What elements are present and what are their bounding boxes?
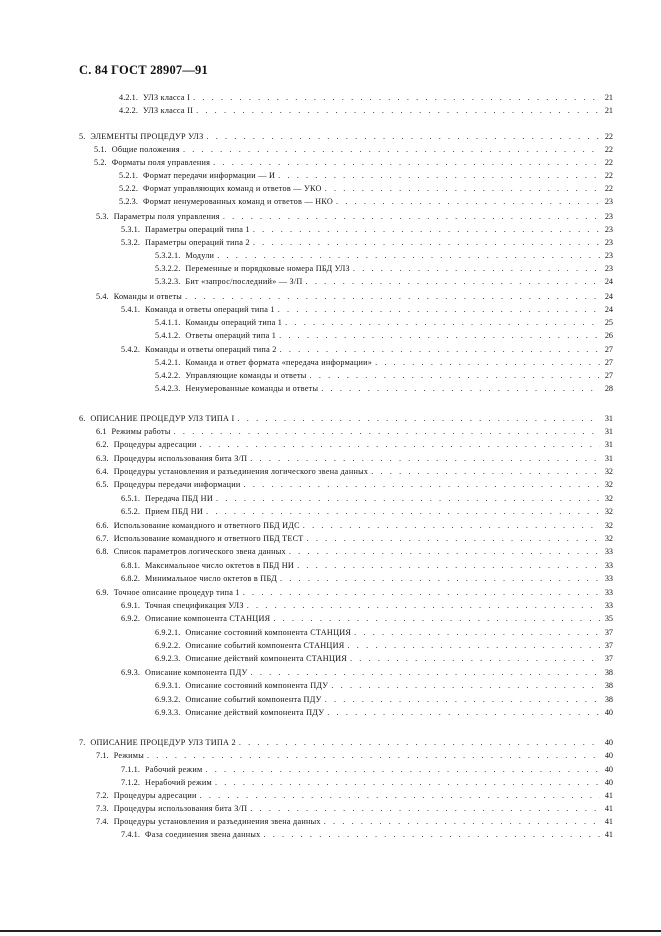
toc-entry xyxy=(155,329,613,341)
toc-entry-title: Нерабочий режим xyxy=(145,778,212,787)
toc-entry-number: 7.2. xyxy=(96,791,109,800)
toc-entry-number: 7.1. xyxy=(96,751,109,760)
toc-leader-dots xyxy=(279,331,600,341)
toc-entry-number: 5.3. xyxy=(96,212,109,221)
toc-entry-number: 6.6. xyxy=(96,521,109,530)
toc-leader-dots xyxy=(354,628,600,638)
toc-entry-page: 27 xyxy=(604,345,613,354)
toc-entry-page: 31 xyxy=(604,454,613,463)
toc-entry-number: 5.3.2.3. xyxy=(155,277,181,286)
toc-entry-page: 41 xyxy=(604,817,613,826)
toc-entry-page: 23 xyxy=(604,238,613,247)
toc-entry-page: 32 xyxy=(604,521,613,530)
toc-leader-dots xyxy=(239,738,600,748)
toc-entry xyxy=(121,776,613,788)
toc-entry-title: Управляющие команды и ответы xyxy=(185,371,307,380)
toc-entry-number: 5.4.2.1. xyxy=(155,358,181,367)
toc-entry xyxy=(121,666,613,678)
toc-entry-number: 5. xyxy=(79,132,86,141)
toc-leader-dots xyxy=(350,654,600,664)
toc-entry-title: Процедуры установления и разъединения логического звена данных xyxy=(113,467,369,476)
toc-entry-page: 21 xyxy=(604,93,613,102)
toc-entry-page: 28 xyxy=(604,384,613,393)
toc-entry-title: Бит «запрос/последний» — З/П xyxy=(185,277,303,286)
toc-entry-page: 23 xyxy=(604,251,613,260)
toc-entry xyxy=(121,828,613,840)
toc-entry-title: Команда и ответы операций типа 1 xyxy=(145,305,275,314)
toc-entry-number: 5.4.1. xyxy=(121,305,141,314)
toc-leader-dots xyxy=(285,318,600,328)
toc-entry-title: Описание событий компонента СТАНЦИЯ xyxy=(185,641,345,650)
toc-entry xyxy=(79,736,613,748)
toc-entry-number: 7.1.2. xyxy=(121,778,141,787)
toc-entry-title: Формат ненумерованных команд и ответов — НКО xyxy=(143,197,334,206)
toc-entry-number: 5.1. xyxy=(94,145,107,154)
toc-entry-page: 41 xyxy=(604,830,613,839)
toc-entry xyxy=(155,652,613,664)
toc-entry-title: Процедуры установления и разъединения звена данных xyxy=(113,817,321,826)
toc-entry-title: УЛЗ класса I xyxy=(143,93,191,102)
toc-entry-title: УЛЗ класса II xyxy=(143,106,194,115)
toc-entry-number: 5.4.1.2. xyxy=(155,331,181,340)
toc-entry-title: Прием ПБД НИ xyxy=(145,507,204,516)
toc-entry-number: 5.2. xyxy=(94,158,107,167)
toc-entry-number: 5.3.1. xyxy=(121,225,141,234)
toc-entry-page: 32 xyxy=(604,507,613,516)
toc-entry-title: Точное описание процедур типа 1 xyxy=(113,588,240,597)
toc-entry xyxy=(155,706,613,718)
toc-entry-title: Команды операций типа 1 xyxy=(185,318,283,327)
toc-leader-dots xyxy=(205,765,600,775)
toc-entry-number: 6.9. xyxy=(96,588,109,597)
toc-entry-page: 24 xyxy=(604,277,613,286)
toc-entry-page: 32 xyxy=(604,467,613,476)
toc-entry-number: 5.3.2. xyxy=(121,238,141,247)
toc-entry-title: Описание компонента ПДУ xyxy=(145,668,248,677)
toc-entry-title: Процедуры адресации xyxy=(113,440,197,449)
toc-leader-dots xyxy=(247,601,600,611)
toc-entry-number: 6.3. xyxy=(96,454,109,463)
toc-entry-title: Режимы работы xyxy=(111,427,171,436)
toc-entry-page: 31 xyxy=(604,427,613,436)
toc-leader-dots xyxy=(147,751,600,761)
toc-entry-page: 33 xyxy=(604,574,613,583)
toc-entry xyxy=(79,130,613,142)
toc-entry-page: 40 xyxy=(604,751,613,760)
toc-entry-number: 7. xyxy=(79,738,86,747)
toc-leader-dots xyxy=(244,480,600,490)
toc-leader-dots xyxy=(263,830,600,840)
toc-leader-dots xyxy=(280,574,600,584)
toc-leader-dots xyxy=(215,778,600,788)
toc-entry-title: Параметры поля управления xyxy=(113,212,220,221)
toc-entry xyxy=(121,505,613,517)
toc-entry-number: 6.9.2. xyxy=(121,614,141,623)
toc-entry xyxy=(94,156,613,168)
toc-entry xyxy=(96,749,613,761)
toc-entry-page: 41 xyxy=(604,804,613,813)
toc-entry xyxy=(155,639,613,651)
toc-entry-title: Ненумерованные команды и ответы xyxy=(185,384,319,393)
toc-entry xyxy=(121,223,613,235)
toc-entry xyxy=(96,532,613,544)
toc-leader-dots xyxy=(289,547,600,557)
toc-entry-number: 6.8.2. xyxy=(121,574,141,583)
toc-entry xyxy=(155,369,613,381)
toc-entry-number: 6.9.3.1. xyxy=(155,681,181,690)
toc-entry-title: Команды и ответы xyxy=(113,292,183,301)
toc-entry-number: 5.4.1.1. xyxy=(155,318,181,327)
toc-leader-dots xyxy=(321,384,600,394)
toc-leader-dots xyxy=(183,145,600,155)
toc-entry-page: 40 xyxy=(604,708,613,717)
toc-entry xyxy=(119,104,613,116)
toc-entry-page: 21 xyxy=(604,106,613,115)
toc-entry-title: Режимы xyxy=(113,751,144,760)
toc-entry-title: Процедуры адресации xyxy=(113,791,197,800)
toc-entry-page: 23 xyxy=(604,225,613,234)
page-bottom-edge xyxy=(0,930,661,932)
toc-entry xyxy=(96,210,613,222)
toc-entry-page: 22 xyxy=(604,145,613,154)
toc-leader-dots xyxy=(213,158,600,168)
toc-entry-page: 41 xyxy=(604,791,613,800)
page-header: С. 84 ГОСТ 28907—91 xyxy=(79,63,208,77)
toc-leader-dots xyxy=(278,171,600,181)
toc-leader-dots xyxy=(217,251,600,261)
toc-entry-title: Параметры операций типа 1 xyxy=(145,225,250,234)
toc-entry-page: 23 xyxy=(604,212,613,221)
toc-entry xyxy=(155,382,613,394)
toc-entry xyxy=(121,559,613,571)
toc-entry-page: 37 xyxy=(604,628,613,637)
toc-entry-title: Использование командного и ответного ПБД ТЕСТ xyxy=(113,534,304,543)
toc-entry-number: 5.4.2.2. xyxy=(155,371,181,380)
toc-entry xyxy=(155,626,613,638)
toc-entry-number: 6.9.3.2. xyxy=(155,695,181,704)
toc-entry-page: 22 xyxy=(604,158,613,167)
toc-entry-page: 38 xyxy=(604,695,613,704)
toc-entry-title: Описание действий компонента СТАНЦИЯ xyxy=(185,654,348,663)
toc-leader-dots xyxy=(280,345,600,355)
toc-entry-page: 35 xyxy=(604,614,613,623)
toc-entry-number: 6.4. xyxy=(96,467,109,476)
toc-entry-number: 6.5.2. xyxy=(121,507,141,516)
toc-entry xyxy=(79,412,613,424)
toc-entry xyxy=(155,693,613,705)
toc-entry-page: 27 xyxy=(604,358,613,367)
toc-entry-number: 5.3.2.1. xyxy=(155,251,181,260)
toc-entry-number: 6.9.2.3. xyxy=(155,654,181,663)
toc-entry xyxy=(121,763,613,775)
toc-entry-title: Ответы операций типа 1 xyxy=(185,331,277,340)
toc-leader-dots xyxy=(325,695,600,705)
toc-entry-title: Использование командного и ответного ПБД ИДС xyxy=(113,521,300,530)
toc-entry-number: 6.1 xyxy=(96,427,107,436)
toc-entry-number: 6.9.2.1. xyxy=(155,628,181,637)
toc-entry xyxy=(96,815,613,827)
toc-entry xyxy=(94,143,613,155)
toc-entry-title: Описание состояний компонента ПДУ xyxy=(185,681,329,690)
toc-leader-dots xyxy=(216,494,600,504)
toc-entry-number: 5.4.2. xyxy=(121,345,141,354)
toc-entry xyxy=(121,303,613,315)
toc-entry-number: 6. xyxy=(79,414,86,423)
toc-entry xyxy=(96,789,613,801)
toc-entry xyxy=(96,478,613,490)
toc-entry-number: 5.3.2.2. xyxy=(155,264,181,273)
toc-entry-page: 37 xyxy=(604,654,613,663)
toc-entry xyxy=(119,182,613,194)
toc-entry-title: Передача ПБД НИ xyxy=(145,494,213,503)
toc-entry xyxy=(96,586,613,598)
toc-entry xyxy=(121,572,613,584)
toc-leader-dots xyxy=(336,197,600,207)
toc-leader-dots xyxy=(297,561,600,571)
toc-entry xyxy=(96,519,613,531)
toc-entry-title: Команды и ответы операций типа 2 xyxy=(145,345,277,354)
toc-leader-dots xyxy=(223,212,600,222)
toc-entry xyxy=(155,356,613,368)
toc-leader-dots xyxy=(251,668,600,678)
toc-entry xyxy=(121,236,613,248)
toc-entry-title: Описание действий компонента ПДУ xyxy=(185,708,325,717)
toc-leader-dots xyxy=(375,358,600,368)
toc-entry-number: 7.1.1. xyxy=(121,765,141,774)
toc-entry-page: 27 xyxy=(604,371,613,380)
toc-entry-number: 7.3. xyxy=(96,804,109,813)
toc-entry-title: Описание состояний компонента СТАНЦИЯ xyxy=(185,628,352,637)
toc-entry-number: 6.5.1. xyxy=(121,494,141,503)
toc-entry xyxy=(96,465,613,477)
toc-leader-dots xyxy=(303,521,600,531)
toc-entry xyxy=(96,290,613,302)
toc-leader-dots xyxy=(206,132,600,142)
toc-entry-title: Модули xyxy=(185,251,215,260)
toc-leader-dots xyxy=(250,454,600,464)
toc-entry-page: 25 xyxy=(604,318,613,327)
toc-entry-page: 22 xyxy=(604,184,613,193)
toc-entry xyxy=(155,249,613,261)
toc-entry-title: Описание событий компонента ПДУ xyxy=(185,695,322,704)
toc-entry-page: 22 xyxy=(604,171,613,180)
toc-entry-number: 5.4. xyxy=(96,292,109,301)
toc-entry-number: 6.9.3. xyxy=(121,668,141,677)
toc-leader-dots xyxy=(243,588,600,598)
toc-entry-page: 37 xyxy=(604,641,613,650)
toc-leader-dots xyxy=(253,225,600,235)
toc-leader-dots xyxy=(200,791,600,801)
toc-entry-title: Формат управляющих команд и ответов — УКО xyxy=(143,184,322,193)
toc-entry-title: Общие положения xyxy=(111,145,180,154)
toc-entry-page: 23 xyxy=(604,197,613,206)
toc-entry-page: 22 xyxy=(604,132,613,141)
toc-entry xyxy=(119,169,613,181)
toc-entry-title: Рабочий режим xyxy=(145,765,203,774)
toc-entry-title: Список параметров логического звена данных xyxy=(113,547,286,556)
toc-entry-title: Процедуры использования бита З/П xyxy=(113,454,248,463)
toc-leader-dots xyxy=(206,507,600,517)
toc-entry-page: 33 xyxy=(604,547,613,556)
toc-entry xyxy=(155,316,613,328)
toc-leader-dots xyxy=(347,641,600,651)
toc-entry-title: Процедуры передачи информации xyxy=(113,480,241,489)
toc-entry-page: 33 xyxy=(604,561,613,570)
toc-leader-dots xyxy=(196,106,600,116)
toc-leader-dots xyxy=(327,708,600,718)
toc-leader-dots xyxy=(250,804,600,814)
toc-entry-number: 7.4. xyxy=(96,817,109,826)
toc-entry-page: 24 xyxy=(604,305,613,314)
toc-entry-number: 4.2.1. xyxy=(119,93,139,102)
toc-entry-number: 6.8. xyxy=(96,547,109,556)
toc-entry-page: 40 xyxy=(604,738,613,747)
toc-entry-title: ОПИСАНИЕ ПРОЦЕДУР УЛЗ ТИПА I xyxy=(90,414,235,423)
toc-entry xyxy=(121,492,613,504)
toc-entry-page: 26 xyxy=(604,331,613,340)
toc-entry-number: 5.4.2.3. xyxy=(155,384,181,393)
toc-entry-title: ЭЛЕМЕНТЫ ПРОЦЕДУР УЛЗ xyxy=(90,132,204,141)
toc-leader-dots xyxy=(306,277,600,287)
toc-entry xyxy=(121,599,613,611)
toc-entry-number: 6.7. xyxy=(96,534,109,543)
toc-entry-page: 40 xyxy=(604,765,613,774)
toc-entry xyxy=(96,438,613,450)
toc-entry-page: 33 xyxy=(604,588,613,597)
toc-leader-dots xyxy=(278,305,600,315)
toc-leader-dots xyxy=(307,534,600,544)
toc-entry xyxy=(155,275,613,287)
toc-entry-page: 24 xyxy=(604,292,613,301)
toc-entry-number: 5.2.3. xyxy=(119,197,139,206)
toc-entry-title: Точная спецификация УЛЗ xyxy=(145,601,244,610)
toc-leader-dots xyxy=(325,184,600,194)
toc-entry-page: 33 xyxy=(604,601,613,610)
toc-entry xyxy=(119,195,613,207)
toc-entry-number: 6.9.2.2. xyxy=(155,641,181,650)
toc-entry xyxy=(96,425,613,437)
toc-entry-title: Фаза соединения звена данных xyxy=(145,830,261,839)
toc-entry-page: 38 xyxy=(604,681,613,690)
toc-entry-title: Форматы поля управления xyxy=(111,158,211,167)
toc-leader-dots xyxy=(174,427,600,437)
toc-entry-title: Параметры операций типа 2 xyxy=(145,238,250,247)
toc-entry-number: 4.2.2. xyxy=(119,106,139,115)
toc-entry-title: Процедуры использования бита З/П xyxy=(113,804,248,813)
toc-entry-title: Переменные и порядковые номера ПБД УЛЗ xyxy=(185,264,350,273)
toc-leader-dots xyxy=(371,467,600,477)
toc-entry-title: Минимальное число октетов в ПБД xyxy=(145,574,277,583)
toc-entry xyxy=(96,802,613,814)
toc-entry-number: 6.5. xyxy=(96,480,109,489)
toc-leader-dots xyxy=(273,614,600,624)
toc-entry-number: 6.2. xyxy=(96,440,109,449)
toc-entry-number: 6.8.1. xyxy=(121,561,141,570)
toc-leader-dots xyxy=(185,292,600,302)
toc-leader-dots xyxy=(324,817,600,827)
toc-entry-page: 32 xyxy=(604,534,613,543)
toc-entry-number: 5.2.1. xyxy=(119,171,139,180)
toc-entry-title: Максимальное число октетов в ПБД НИ xyxy=(145,561,295,570)
toc-entry-title: Команда и ответ формата «передача информации» xyxy=(185,358,373,367)
toc-leader-dots xyxy=(193,93,600,103)
toc-entry-page: 38 xyxy=(604,668,613,677)
toc-entry-number: 7.4.1. xyxy=(121,830,141,839)
toc-entry-number: 6.9.3.3. xyxy=(155,708,181,717)
toc-entry-page: 32 xyxy=(604,480,613,489)
toc-entry-title: Формат передачи информации — И xyxy=(143,171,276,180)
toc-entry-number: 6.9.1. xyxy=(121,601,141,610)
toc-leader-dots xyxy=(253,238,600,248)
toc-entry xyxy=(155,262,613,274)
toc-entry-title: Описание компонента СТАНЦИЯ xyxy=(145,614,271,623)
toc-entry xyxy=(96,545,613,557)
toc-entry xyxy=(96,452,613,464)
toc-entry xyxy=(119,91,613,103)
toc-entry-page: 40 xyxy=(604,778,613,787)
toc-entry-page: 31 xyxy=(604,414,613,423)
toc-leader-dots xyxy=(331,681,600,691)
toc-entry xyxy=(121,612,613,624)
toc-entry xyxy=(155,679,613,691)
toc-leader-dots xyxy=(237,414,600,424)
toc-entry-title: ОПИСАНИЕ ПРОЦЕДУР УЛЗ ТИПА 2 xyxy=(90,738,236,747)
toc-entry-number: 5.2.2. xyxy=(119,184,139,193)
toc-entry-page: 32 xyxy=(604,494,613,503)
toc-entry-page: 23 xyxy=(604,264,613,273)
toc-entry xyxy=(121,343,613,355)
toc-leader-dots xyxy=(310,371,600,381)
toc-leader-dots xyxy=(353,264,600,274)
toc-entry-page: 31 xyxy=(604,440,613,449)
toc-leader-dots xyxy=(200,440,600,450)
